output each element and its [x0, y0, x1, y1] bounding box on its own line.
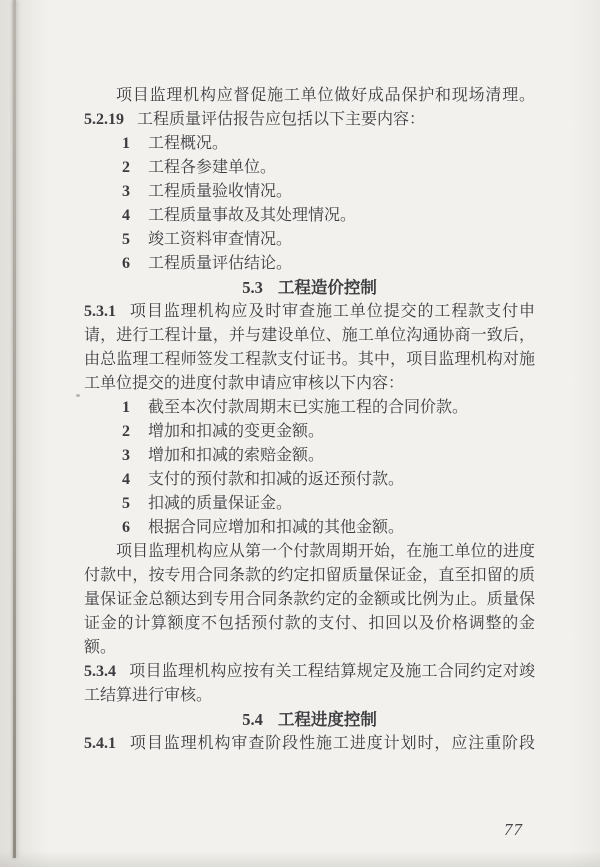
item-text: 支付的预付款和扣减的返还预付款。 [148, 471, 405, 488]
section-number: 5.3 [242, 278, 263, 297]
item-text: 工程质量评估结论。 [148, 255, 293, 272]
item-text: 工程各参建单位。 [148, 159, 277, 176]
item-text: 工程概况。 [148, 135, 229, 152]
list-item [84, 228, 535, 252]
item-text: 工程质量验收情况。 [148, 183, 293, 200]
list-item [84, 444, 535, 468]
item-number: 2 [122, 423, 130, 440]
item-text: 增加和扣减的变更金额。 [148, 423, 325, 440]
page-binding-edge [13, 0, 16, 858]
item-text: 工程质量事故及其处理情况。 [148, 207, 357, 224]
list-item [84, 252, 535, 276]
item-text: 截至本次付款周期末已实施工程的合同价款。 [148, 399, 469, 416]
item-number: 4 [122, 471, 130, 488]
list-item [84, 516, 535, 540]
section-title: 工程进度控制 [277, 710, 377, 729]
clause-number: 5.4.1 [84, 735, 116, 752]
section-heading-5-3 [84, 276, 535, 300]
list-item [84, 156, 535, 180]
list-item [84, 204, 535, 228]
section-number: 5.4 [242, 710, 263, 729]
section-title: 工程造价控制 [277, 278, 377, 297]
intro-paragraph: 项目监理机构应督促施工单位做好成品保护和现场清理。 [116, 87, 535, 104]
clause-text: 工程质量评估报告应包括以下主要内容： [137, 111, 426, 128]
item-number: 4 [122, 207, 130, 224]
clause-5-4-1 [84, 732, 535, 756]
item-text: 根据合同应增加和扣减的其他金额。 [148, 519, 405, 536]
item-number: 5 [122, 231, 130, 248]
item-number: 1 [122, 399, 130, 416]
item-text: 扣减的质量保证金。 [148, 495, 293, 512]
list-item [84, 492, 535, 516]
list-item [84, 132, 535, 156]
clause-number: 5.3.1 [84, 303, 116, 320]
clause-5-3-1 [84, 300, 535, 396]
clause-text: 项目监理机构应及时审查施工单位提交的工程款支付申请，进行工程计量，并与建设单位、施工单位沟通协商一致后，由总监理工程师签发工程款支付证书。其中，项目监理机构对施工单位提交的进度付款申请应审核以下内容： [84, 303, 535, 392]
clause-number: 5.3.4 [84, 663, 116, 680]
scan-speckle [76, 394, 80, 397]
document-body [84, 84, 535, 756]
item-number: 2 [122, 159, 130, 176]
clause-text: 项目监理机构应按有关工程结算规定及施工合同约定对竣工结算进行审核。 [84, 663, 535, 704]
list-item [84, 420, 535, 444]
page-number: 77 [504, 820, 523, 839]
item-number: 5 [122, 495, 130, 512]
quality-report-item-list [84, 132, 535, 276]
list-item [84, 468, 535, 492]
item-number: 3 [122, 447, 130, 464]
item-text: 增加和扣减的索赔金额。 [148, 447, 325, 464]
list-item [84, 180, 535, 204]
retention-paragraph: 项目监理机构应从第一个付款周期开始，在施工单位的进度付款中，按专用合同条款的约定扣留质量保证金，直至扣留的质量保证金总额达到专用合同条款约定的金额或比例为止。质量保证金的计算额度不包括预付款的支付、扣回以及价格调整的金额。 [84, 543, 535, 656]
clause-5-2-19 [84, 108, 535, 132]
payment-review-item-list [84, 396, 535, 540]
clause-number: 5.2.19 [84, 111, 124, 128]
item-text: 竣工资料审查情况。 [148, 231, 293, 248]
clause-5-3-4 [84, 660, 535, 708]
item-number: 1 [122, 135, 130, 152]
section-heading-5-4 [84, 708, 535, 732]
clause-text: 项目监理机构审查阶段性施工进度计划时，应注重阶段 [129, 735, 535, 752]
item-number: 6 [122, 519, 130, 536]
item-number: 6 [122, 255, 130, 272]
list-item [84, 396, 535, 420]
item-number: 3 [122, 183, 130, 200]
